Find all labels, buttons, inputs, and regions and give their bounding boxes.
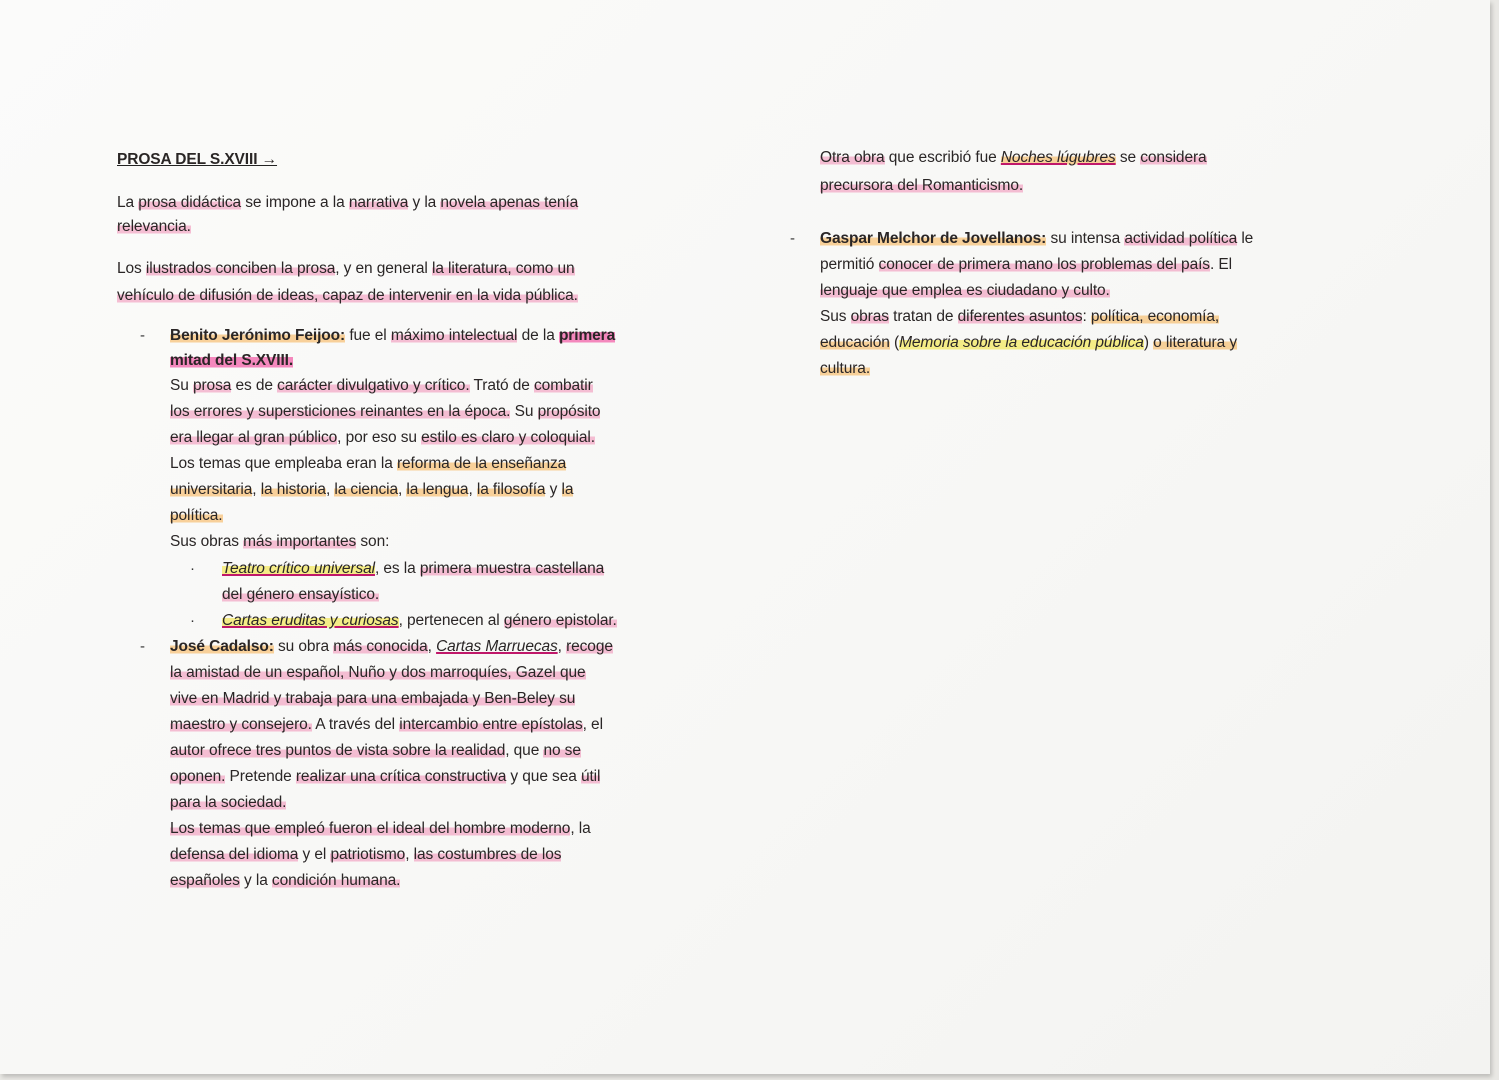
text-line <box>170 480 573 500</box>
text-segment: , y en general <box>335 260 432 277</box>
text-segment: , <box>405 846 414 863</box>
text-segment: A través del <box>311 716 400 733</box>
text-segment: su obra <box>273 638 334 655</box>
text-segment: son: <box>356 533 390 550</box>
pink-highlight: españoles <box>170 872 240 889</box>
pink-highlight: primera muestra castellana <box>419 560 605 577</box>
text-segment: Los <box>117 260 146 277</box>
pink-highlight: más importantes <box>243 533 357 550</box>
text-segment: Los temas que empleaba eran la <box>170 455 397 472</box>
pink-highlight: conocer de primera mano los problemas del país <box>878 256 1210 273</box>
text-line <box>170 741 581 761</box>
text-segment: y la <box>239 872 272 889</box>
pink-highlight: relevancia. <box>117 218 191 235</box>
text-segment: de la <box>517 327 559 344</box>
pink-highlight: del género ensayístico. <box>222 586 380 603</box>
text-segment: y que sea <box>506 768 581 785</box>
text-line <box>170 689 575 709</box>
pink-highlight: intercambio entre epístolas <box>399 716 583 733</box>
pink-highlight: defensa del idioma <box>170 846 299 863</box>
text-segment: es de <box>231 377 278 394</box>
text-segment: Sus obras <box>170 533 244 550</box>
text-segment: fue el <box>345 327 391 344</box>
pink-highlight: útil <box>580 768 601 785</box>
orange-highlight: Noches lúgubres <box>1000 149 1116 166</box>
text-line <box>170 715 603 735</box>
pink-highlight: la amistad de un español, Nuño y dos marroquíes, Gazel que <box>170 664 586 681</box>
text-segment: , por eso su <box>337 429 422 446</box>
text-line <box>170 351 293 371</box>
text-line <box>820 333 1237 353</box>
bullet-marker: - <box>790 230 795 247</box>
pink-highlight: combatir <box>534 377 593 394</box>
text-segment: le <box>1237 230 1254 247</box>
text-segment: , es la <box>374 560 420 577</box>
orange-highlight: o literatura y <box>1153 334 1237 351</box>
orange-highlight: la filosofía <box>476 481 546 498</box>
text-segment: La <box>117 194 139 211</box>
text-line <box>170 767 600 787</box>
pink-highlight: la literatura, como un <box>431 260 575 277</box>
pink-highlight: considera <box>1140 149 1207 166</box>
pink-highlight: carácter divulgativo y crítico. <box>277 377 470 394</box>
yellow-highlight: Cartas eruditas y curiosas <box>222 612 399 629</box>
section-title <box>117 150 277 170</box>
text-line <box>222 559 604 579</box>
text-segment: , <box>325 481 335 498</box>
text-segment: se impone a la <box>241 194 349 211</box>
text-segment: ) <box>1143 334 1154 351</box>
text-line <box>117 259 575 279</box>
text-segment: : <box>1082 308 1091 325</box>
text-line <box>170 845 561 865</box>
pink-highlight: máximo intelectual <box>390 327 518 344</box>
text-segment: Sus <box>820 308 851 325</box>
text-line <box>222 585 379 605</box>
pink-highlight: recoge <box>566 638 613 655</box>
text-segment: , que <box>505 742 544 759</box>
yellow-highlight: Memoria sobre la educación pública <box>899 334 1144 351</box>
text-segment: , <box>252 481 261 498</box>
pink-highlight: novela apenas tenía <box>440 194 579 211</box>
pink-highlight: propósito <box>537 403 601 420</box>
text-segment: , la <box>570 820 591 837</box>
pink-highlight: oponen. <box>170 768 226 785</box>
orange-highlight: política, economía, <box>1090 308 1220 325</box>
orange-highlight: la historia <box>260 481 326 498</box>
text-line <box>170 402 600 422</box>
pink-highlight: precursora del Romanticismo. <box>820 177 1024 194</box>
orange-highlight: José Cadalso: <box>170 638 274 655</box>
text-line <box>117 217 191 237</box>
pink-highlight: estilo es claro y coloquial. <box>421 429 595 446</box>
text-line <box>820 359 870 379</box>
text-segment: Trató de <box>469 377 535 394</box>
text-line <box>170 376 593 396</box>
pink-highlight: autor ofrece tres puntos de vista sobre la realidad <box>170 742 506 759</box>
text-segment: su intensa <box>1046 230 1125 247</box>
text-line <box>170 532 389 552</box>
pink-highlight: no se <box>543 742 581 759</box>
text-segment: se <box>1115 149 1141 166</box>
orange-highlight: Gaspar Melchor de Jovellanos: <box>820 230 1047 247</box>
pink-highlight: Otra obra <box>820 149 885 166</box>
pink-highlight: maestro y consejero. <box>170 716 312 733</box>
text-segment: permitió <box>820 256 879 273</box>
text-line <box>820 281 1110 301</box>
text-line <box>170 663 586 683</box>
pink-highlight: prosa <box>192 377 232 394</box>
text-segment: Pretende <box>225 768 296 785</box>
pink-highlight: era llegar al gran público <box>170 429 338 446</box>
pink-highlight: Los temas que empleó fueron el ideal del hombre moderno <box>170 820 571 837</box>
text-segment: Su <box>510 403 538 420</box>
text-segment: , <box>427 638 437 655</box>
text-line <box>222 611 617 631</box>
pink-highlight: diferentes asuntos <box>957 308 1083 325</box>
orange-highlight: política. <box>170 507 223 524</box>
orange-highlight: reforma de la enseñanza <box>396 455 567 472</box>
text-segment: . El <box>1209 256 1232 273</box>
text-segment: que escribió fue <box>884 149 1001 166</box>
text-line <box>170 428 595 448</box>
text-segment: , <box>468 481 477 498</box>
pink-highlight: narrativa <box>348 194 409 211</box>
text-line <box>117 193 578 213</box>
text-segment: tratan de <box>888 308 958 325</box>
pink-highlight: primera <box>558 327 616 344</box>
text-line <box>170 637 613 657</box>
pink-highlight: lenguaje que emplea es ciudadano y culto. <box>820 282 1110 299</box>
text-segment: , el <box>582 716 603 733</box>
text-line <box>170 506 223 526</box>
text-segment: , <box>397 481 407 498</box>
pink-highlight: para la sociedad. <box>170 794 287 811</box>
text-line <box>170 454 566 474</box>
pink-highlight: las costumbres de los <box>413 846 562 863</box>
text-segment: , pertenecen al <box>398 612 504 629</box>
orange-highlight: la <box>561 481 574 498</box>
bullet-marker: · <box>190 560 195 577</box>
pink-highlight: realizar una crítica constructiva <box>295 768 507 785</box>
text-segment: Cartas Marruecas <box>436 638 558 655</box>
orange-highlight: la ciencia <box>334 481 398 498</box>
orange-highlight: la lengua <box>406 481 469 498</box>
pink-highlight: vehículo de difusión de ideas, capaz de intervenir en la vida pública. <box>117 287 578 304</box>
pink-highlight: más conocida <box>333 638 428 655</box>
yellow-highlight: Teatro crítico universal <box>222 560 375 577</box>
bullet-marker: - <box>140 327 145 344</box>
text-segment: PROSA DEL S.XVIII → <box>117 151 278 168</box>
pink-highlight: condición humana. <box>271 872 401 889</box>
text-line <box>170 871 400 891</box>
orange-highlight: cultura. <box>820 360 871 377</box>
text-segment: y el <box>298 846 331 863</box>
orange-highlight: educación <box>820 334 890 351</box>
pink-highlight: mitad del S.XVIII. <box>170 352 294 369</box>
text-segment: , <box>557 638 567 655</box>
text-line <box>820 148 1207 168</box>
text-line <box>820 176 1023 196</box>
text-line <box>170 793 286 813</box>
bullet-marker: · <box>190 612 195 629</box>
pink-highlight: ilustrados conciben la prosa <box>145 260 336 277</box>
orange-highlight: Benito Jerónimo Feijoo: <box>170 327 346 344</box>
text-line <box>820 307 1219 327</box>
text-line <box>170 326 615 346</box>
pink-highlight: género epistolar. <box>503 612 617 629</box>
pink-highlight: vive en Madrid y trabaja para una embajada y Ben-Beley su <box>170 690 576 707</box>
bullet-marker: - <box>140 638 145 655</box>
text-line <box>117 286 578 306</box>
text-segment: y <box>545 481 562 498</box>
text-segment: y la <box>408 194 441 211</box>
orange-highlight: universitaria <box>170 481 253 498</box>
text-line <box>170 819 591 839</box>
pink-highlight: obras <box>850 308 889 325</box>
pink-highlight: actividad política <box>1124 230 1238 247</box>
text-line <box>820 255 1232 275</box>
text-segment: ( <box>889 334 900 351</box>
pink-highlight: los errores y supersticiones reinantes en la época. <box>170 403 511 420</box>
text-segment: Su <box>170 377 193 394</box>
pink-highlight: patriotismo <box>330 846 406 863</box>
pink-highlight: prosa didáctica <box>138 194 242 211</box>
text-line <box>820 229 1253 249</box>
